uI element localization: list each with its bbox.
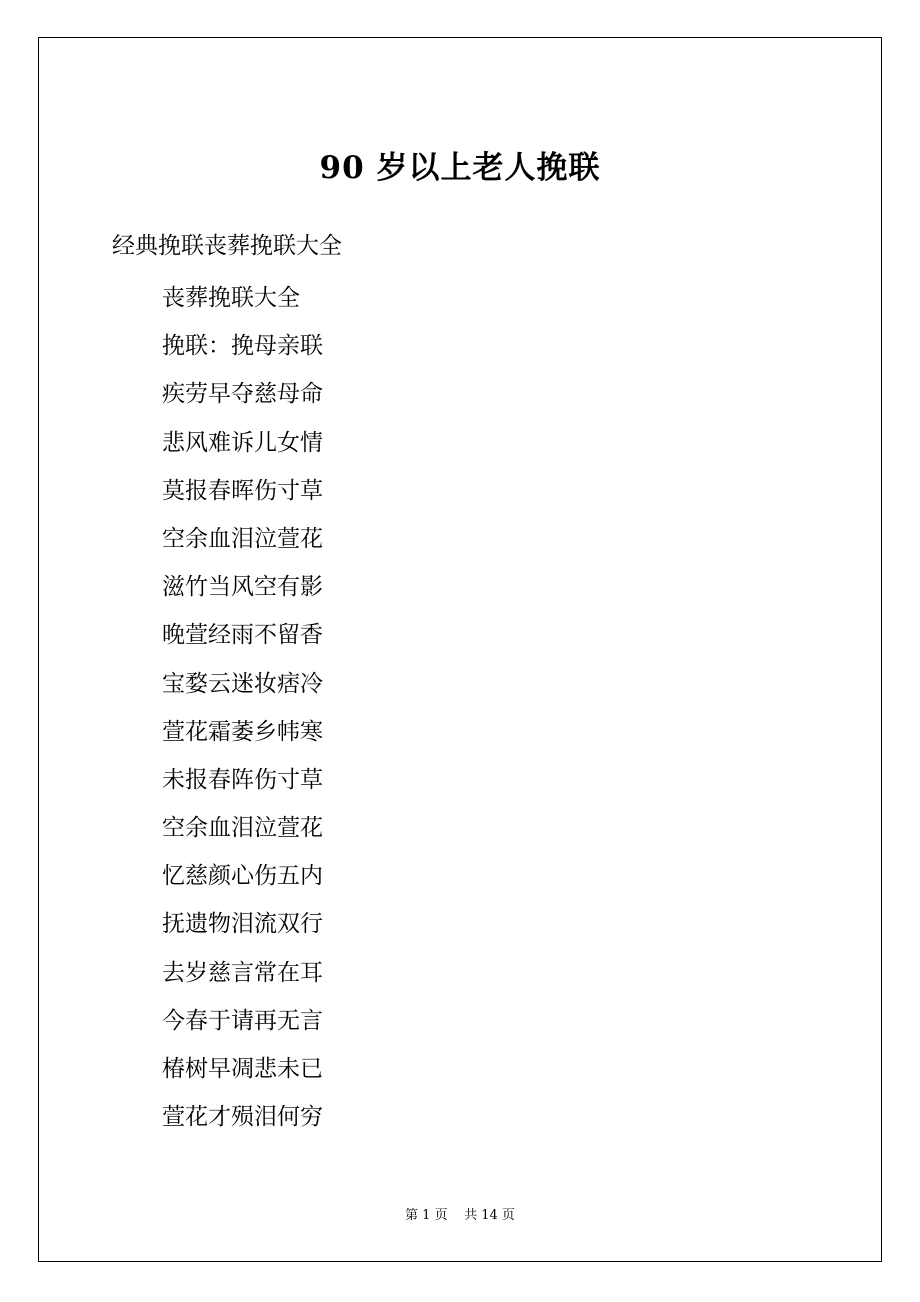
couplet-line: 抚遗物泪流双行 — [162, 911, 323, 938]
couplet-list — [162, 274, 323, 1141]
couplet-line: 疾劳早夺慈母命 — [162, 381, 323, 408]
couplet-line: 萱花霜萎乡帏寒 — [162, 718, 323, 745]
page-number: 第 1 页 — [405, 1208, 448, 1223]
couplet-line: 空余血泪泣萱花 — [162, 815, 323, 842]
couplet-line: 挽联：挽母亲联 — [162, 333, 323, 360]
couplet-line: 去岁慈言常在耳 — [162, 959, 323, 986]
couplet-line: 莫报春晖伤寸草 — [162, 477, 323, 504]
couplet-line: 丧葬挽联大全 — [162, 285, 300, 311]
total-pages: 共 14 页 — [464, 1208, 515, 1223]
page-footer — [0, 1205, 920, 1227]
couplet-line: 忆慈颜心伤五内 — [162, 863, 323, 890]
document-title: 90 岁以上老人挽联 — [319, 150, 601, 186]
couplet-line: 未报春阵伤寸草 — [162, 766, 323, 793]
section-heading: 经典挽联丧葬挽联大全 — [112, 233, 342, 259]
couplet-line: 悲风难诉儿女情 — [162, 429, 323, 456]
couplet-line: 椿树早凋悲未已 — [162, 1056, 323, 1082]
couplet-line: 空余血泪泣萱花 — [162, 525, 323, 552]
couplet-line: 滋竹当风空有影 — [162, 574, 323, 601]
couplet-line: 今春于请再无言 — [162, 1007, 323, 1034]
couplet-line: 宝婺云迷妆痞冷 — [162, 670, 323, 697]
couplet-line: 晚萱经雨不留香 — [162, 622, 323, 649]
couplet-line: 萱花才殒泪何穷 — [162, 1104, 323, 1131]
